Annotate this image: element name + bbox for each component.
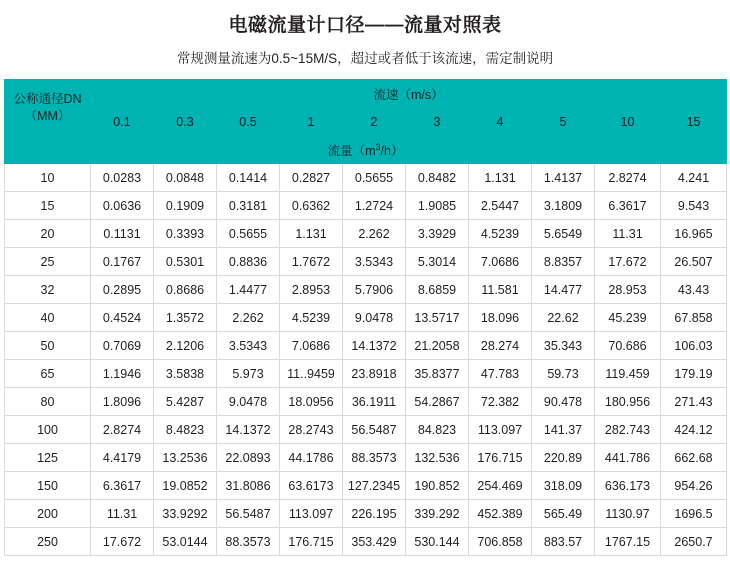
- flow-value-cell: 180.956: [595, 388, 661, 416]
- flow-value-cell: 0.2895: [91, 276, 154, 304]
- flow-value-cell: 1.8096: [91, 388, 154, 416]
- flow-value-cell: 1.7672: [280, 248, 343, 276]
- flow-value-cell: 17.672: [91, 528, 154, 556]
- flow-value-cell: 1.3572: [154, 304, 217, 332]
- flow-value-cell: 56.5487: [217, 500, 280, 528]
- flow-value-cell: 0.1414: [217, 164, 280, 192]
- flow-value-cell: 9.0478: [217, 388, 280, 416]
- table-row: [5, 220, 727, 248]
- table-row: [5, 528, 727, 556]
- flow-value-cell: 954.26: [661, 472, 727, 500]
- flow-value-cell: 45.239: [595, 304, 661, 332]
- flow-value-cell: 706.858: [469, 528, 532, 556]
- flow-value-cell: 254.469: [469, 472, 532, 500]
- flow-value-cell: 0.1909: [154, 192, 217, 220]
- flow-value-cell: 1.4137: [532, 164, 595, 192]
- flow-value-cell: 4.5239: [469, 220, 532, 248]
- flow-value-cell: 179.19: [661, 360, 727, 388]
- flow-value-cell: 6.3617: [595, 192, 661, 220]
- flow-value-cell: 0.0283: [91, 164, 154, 192]
- flow-value-cell: 119.459: [595, 360, 661, 388]
- flow-value-cell: 28.2743: [280, 416, 343, 444]
- flow-value-cell: 4.5239: [280, 304, 343, 332]
- velocity-col-9: 15: [661, 108, 727, 136]
- flow-value-cell: 1.1946: [91, 360, 154, 388]
- flow-value-cell: 132.536: [406, 444, 469, 472]
- flow-value-cell: 883.57: [532, 528, 595, 556]
- flow-value-cell: 63.6173: [280, 472, 343, 500]
- flow-value-cell: 9.543: [661, 192, 727, 220]
- flow-value-cell: 106.03: [661, 332, 727, 360]
- flow-value-cell: 88.3573: [343, 444, 406, 472]
- flow-value-cell: 72.382: [469, 388, 532, 416]
- dn-value-cell: 50: [5, 332, 91, 360]
- flow-value-cell: 88.3573: [217, 528, 280, 556]
- flow-value-cell: 67.858: [661, 304, 727, 332]
- flow-value-cell: 23.8918: [343, 360, 406, 388]
- dn-value-cell: 32: [5, 276, 91, 304]
- flow-value-cell: 452.389: [469, 500, 532, 528]
- velocity-col-8: 10: [595, 108, 661, 136]
- flow-value-cell: 0.5301: [154, 248, 217, 276]
- flow-value-cell: 2.8953: [280, 276, 343, 304]
- dn-value-cell: 10: [5, 164, 91, 192]
- flow-value-cell: 18.096: [469, 304, 532, 332]
- flow-value-cell: 7.0686: [469, 248, 532, 276]
- flow-value-cell: 22.0893: [217, 444, 280, 472]
- flow-value-cell: 4.4179: [91, 444, 154, 472]
- dn-value-cell: 20: [5, 220, 91, 248]
- flow-value-cell: 36.1911: [343, 388, 406, 416]
- flow-value-cell: 8.6859: [406, 276, 469, 304]
- dn-value-cell: 150: [5, 472, 91, 500]
- flow-value-cell: 0.3393: [154, 220, 217, 248]
- flow-value-cell: 3.3929: [406, 220, 469, 248]
- flow-value-cell: 13.5717: [406, 304, 469, 332]
- table-row: [5, 332, 727, 360]
- flow-value-cell: 0.0636: [91, 192, 154, 220]
- flow-value-cell: 35.8377: [406, 360, 469, 388]
- flow-value-cell: 14.1372: [217, 416, 280, 444]
- page-title: 电磁流量计口径——流量对照表: [228, 15, 502, 36]
- page-subtitle: 常规测量流速为0.5~15M/S，超过或者低于该流速，需定制说明: [176, 51, 554, 66]
- flow-value-cell: 11.31: [595, 220, 661, 248]
- table-header: [5, 80, 727, 164]
- header-row-flow-band: [5, 136, 727, 164]
- flow-value-cell: 11..9459: [280, 360, 343, 388]
- flow-value-cell: 17.672: [595, 248, 661, 276]
- flow-band-exponent: 3: [375, 141, 381, 152]
- velocity-col-4: 2: [343, 108, 406, 136]
- flow-value-cell: 16.965: [661, 220, 727, 248]
- table-row: [5, 304, 727, 332]
- flow-value-cell: 176.715: [280, 528, 343, 556]
- flow-value-cell: 43.43: [661, 276, 727, 304]
- header-row-velocity-values: [5, 108, 727, 136]
- table-row: [5, 444, 727, 472]
- flow-value-cell: 3.5838: [154, 360, 217, 388]
- flow-value-cell: 26.507: [661, 248, 727, 276]
- flow-value-cell: 441.786: [595, 444, 661, 472]
- table-row: [5, 192, 727, 220]
- dn-value-cell: 200: [5, 500, 91, 528]
- table-row: [5, 164, 727, 192]
- velocity-col-1: 0.3: [154, 108, 217, 136]
- flow-value-cell: 59.73: [532, 360, 595, 388]
- flow-value-cell: 0.8482: [406, 164, 469, 192]
- table-row: [5, 248, 727, 276]
- flow-band-cell: [5, 136, 727, 164]
- flow-value-cell: 3.5343: [343, 248, 406, 276]
- flow-value-cell: 176.715: [469, 444, 532, 472]
- flow-value-cell: 226.195: [343, 500, 406, 528]
- flow-value-cell: 1.131: [469, 164, 532, 192]
- flow-value-cell: 56.5487: [343, 416, 406, 444]
- table-row: [5, 472, 727, 500]
- flow-value-cell: 318.09: [532, 472, 595, 500]
- table-row: [5, 500, 727, 528]
- velocity-header-cell: 流速（m/s）: [91, 80, 727, 108]
- dn-value-cell: 25: [5, 248, 91, 276]
- flow-value-cell: 5.3014: [406, 248, 469, 276]
- flow-value-cell: 47.783: [469, 360, 532, 388]
- flow-value-cell: 0.0848: [154, 164, 217, 192]
- flow-value-cell: 0.4524: [91, 304, 154, 332]
- flow-value-cell: 44.1786: [280, 444, 343, 472]
- dn-value-cell: 40: [5, 304, 91, 332]
- flow-value-cell: 1.9085: [406, 192, 469, 220]
- table-row: [5, 276, 727, 304]
- flow-value-cell: 636.173: [595, 472, 661, 500]
- flow-value-cell: 1.4477: [217, 276, 280, 304]
- flow-value-cell: 31.8086: [217, 472, 280, 500]
- flow-value-cell: 220.89: [532, 444, 595, 472]
- flow-value-cell: 8.8357: [532, 248, 595, 276]
- flow-value-cell: 141.37: [532, 416, 595, 444]
- dn-value-cell: 15: [5, 192, 91, 220]
- flow-value-cell: 21.2058: [406, 332, 469, 360]
- flow-value-cell: 1767.15: [595, 528, 661, 556]
- flow-value-cell: 11.581: [469, 276, 532, 304]
- flow-value-cell: 2.8274: [595, 164, 661, 192]
- dn-value-cell: 125: [5, 444, 91, 472]
- flow-value-cell: 9.0478: [343, 304, 406, 332]
- velocity-col-3: 1: [280, 108, 343, 136]
- flow-value-cell: 0.7069: [91, 332, 154, 360]
- flow-band-prefix: 流量（m: [327, 143, 376, 158]
- flow-value-cell: 14.1372: [343, 332, 406, 360]
- flow-value-cell: 28.274: [469, 332, 532, 360]
- flow-value-cell: 190.852: [406, 472, 469, 500]
- flow-value-cell: 4.241: [661, 164, 727, 192]
- flow-value-cell: 0.6362: [280, 192, 343, 220]
- flow-value-cell: 424.12: [661, 416, 727, 444]
- velocity-col-7: 5: [532, 108, 595, 136]
- flow-value-cell: 90.478: [532, 388, 595, 416]
- flow-value-cell: 1130.97: [595, 500, 661, 528]
- flow-value-cell: 19.0852: [154, 472, 217, 500]
- flow-value-cell: 70.686: [595, 332, 661, 360]
- flow-value-cell: 2.262: [343, 220, 406, 248]
- flow-value-cell: 5.6549: [532, 220, 595, 248]
- flow-value-cell: 0.3181: [217, 192, 280, 220]
- flow-value-cell: 1696.5: [661, 500, 727, 528]
- velocity-col-0: 0.1: [91, 108, 154, 136]
- flow-value-cell: 0.1131: [91, 220, 154, 248]
- dn-header-line1: 公称通径DN: [13, 91, 82, 106]
- flow-value-cell: 282.743: [595, 416, 661, 444]
- flow-value-cell: 1.2724: [343, 192, 406, 220]
- table-row: [5, 388, 727, 416]
- flow-value-cell: 35.343: [532, 332, 595, 360]
- velocity-col-2: 0.5: [217, 108, 280, 136]
- dn-value-cell: 80: [5, 388, 91, 416]
- flow-value-cell: 53.0144: [154, 528, 217, 556]
- velocity-col-6: 4: [469, 108, 532, 136]
- flow-value-cell: 530.144: [406, 528, 469, 556]
- table-row: [5, 360, 727, 388]
- flow-value-cell: 565.49: [532, 500, 595, 528]
- flow-value-cell: 2.1206: [154, 332, 217, 360]
- flow-value-cell: 0.5655: [343, 164, 406, 192]
- flow-value-cell: 13.2536: [154, 444, 217, 472]
- dn-value-cell: 65: [5, 360, 91, 388]
- flow-value-cell: 6.3617: [91, 472, 154, 500]
- flow-value-cell: 18.0956: [280, 388, 343, 416]
- velocity-col-5: 3: [406, 108, 469, 136]
- flow-rate-table: [4, 79, 727, 556]
- flow-value-cell: 1.131: [280, 220, 343, 248]
- table-row: [5, 416, 727, 444]
- flow-value-cell: 8.4823: [154, 416, 217, 444]
- flow-value-cell: 0.5655: [217, 220, 280, 248]
- flow-value-cell: 339.292: [406, 500, 469, 528]
- flow-value-cell: 0.8686: [154, 276, 217, 304]
- dn-header-cell: [5, 80, 91, 136]
- flow-value-cell: 5.973: [217, 360, 280, 388]
- dn-value-cell: 250: [5, 528, 91, 556]
- flow-value-cell: 33.9292: [154, 500, 217, 528]
- dn-value-cell: 100: [5, 416, 91, 444]
- flow-value-cell: 0.1767: [91, 248, 154, 276]
- flow-value-cell: 271.43: [661, 388, 727, 416]
- flow-value-cell: 2.5447: [469, 192, 532, 220]
- flow-value-cell: 84.823: [406, 416, 469, 444]
- flow-value-cell: 2.8274: [91, 416, 154, 444]
- flow-value-cell: 3.5343: [217, 332, 280, 360]
- flow-value-cell: 3.1809: [532, 192, 595, 220]
- flow-band-suffix: /h）: [380, 143, 404, 158]
- flow-value-cell: 113.097: [280, 500, 343, 528]
- flow-value-cell: 353.429: [343, 528, 406, 556]
- flow-value-cell: 28.953: [595, 276, 661, 304]
- flow-value-cell: 127.2345: [343, 472, 406, 500]
- flow-value-cell: 5.7906: [343, 276, 406, 304]
- dn-header-line2: （MM）: [24, 108, 71, 123]
- flow-value-cell: 662.68: [661, 444, 727, 472]
- flow-value-cell: 22.62: [532, 304, 595, 332]
- flow-value-cell: 2.262: [217, 304, 280, 332]
- flow-value-cell: 11.31: [91, 500, 154, 528]
- flow-value-cell: 0.8836: [217, 248, 280, 276]
- flow-value-cell: 7.0686: [280, 332, 343, 360]
- flow-value-cell: 0.2827: [280, 164, 343, 192]
- flow-value-cell: 2650.7: [661, 528, 727, 556]
- flow-value-cell: 14.477: [532, 276, 595, 304]
- flow-value-cell: 5.4287: [154, 388, 217, 416]
- flow-value-cell: 54.2867: [406, 388, 469, 416]
- table-body: [5, 164, 727, 556]
- flow-value-cell: 113.097: [469, 416, 532, 444]
- header-row-velocity: [5, 80, 727, 108]
